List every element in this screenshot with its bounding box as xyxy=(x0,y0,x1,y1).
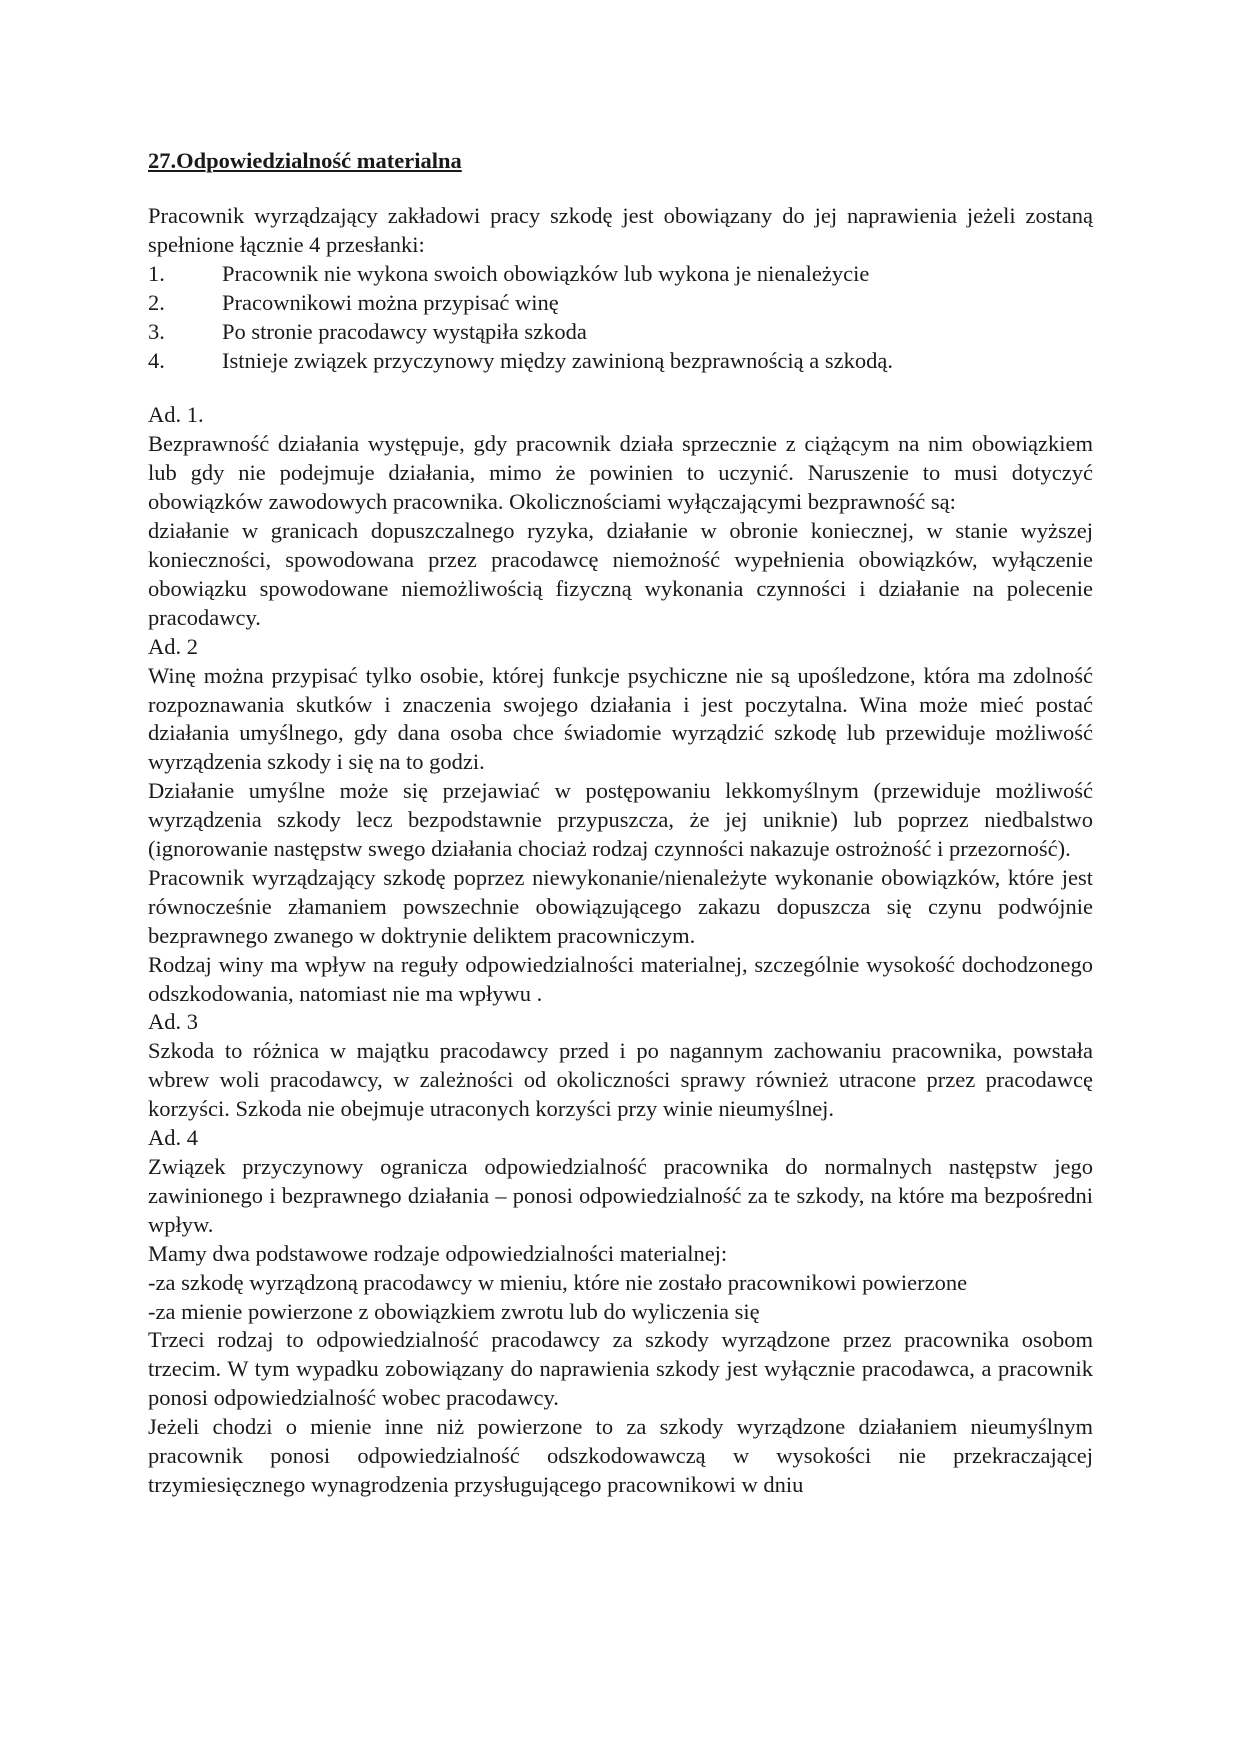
ad1-paragraph-2: działanie w granicach dopuszczalnego ryzyka, działanie w obronie koniecznej, w stanie wyższej konieczności, spowodowana przez pracodawcę niemożność wypełnienia obowiązków, wyłączenie obowiązku spowodowane niemożliwością fizyczną wykonania czynności i działanie na polecenie pracodawcy. xyxy=(148,518,1093,630)
document-title: 27.Odpowiedzialność materialna xyxy=(148,148,462,173)
intro-paragraph: Pracownik wyrządzający zakładowi pracy szkodę jest obowiązany do jej naprawienia jeżeli zostaną spełnione łącznie 4 przesłanki: xyxy=(148,203,1093,257)
list-item xyxy=(148,347,1093,376)
ad1-paragraph-1: Bezprawność działania występuje, gdy pracownik działa sprzecznie z ciążącym na nim obowiązkiem lub gdy nie podejmuje działania, mimo że powinien to uczynić. Naruszenie to musi dotyczyć obowiązków zawodowych pracownika. Okolicznościami wyłączającymi bezprawność są: xyxy=(148,431,1093,515)
ad4-paragraph-1: Związek przyczynowy ogranicza odpowiedzialność pracownika do normalnych następstw jego zawinionego i bezprawnego działania – ponosi odpowiedzialność za te szkody, na które ma bezpośredni wpływ. xyxy=(148,1154,1093,1237)
document-page xyxy=(148,146,1093,1500)
ad4-paragraph-2: Mamy dwa podstawowe rodzaje odpowiedzialności materialnej: xyxy=(148,1240,728,1266)
ad4-type-line-1: -za szkodę wyrządzoną pracodawcy w mieniu, które nie zostało pracownikowi powierzone xyxy=(148,1269,968,1295)
ad4-paragraph-3: Trzeci rodzaj to odpowiedzialność pracodawcy za szkody wyrządzone przez pracownika osobom trzecim. W tym wypadku zobowiązany do naprawienia szkody jest wyłącznie pracodawca, a pracownik ponosi odpowiedzialność wobec pracodawcy. xyxy=(148,1327,1093,1411)
list-item xyxy=(148,318,1093,347)
ad2-paragraph-2: Działanie umyślne może się przejawiać w postępowaniu lekkomyślnym (przewiduje możliwość wyrządzenia szkody lecz bezpodstawnie przypuszcza, że jej uniknie) lub poprzez niedbalstwo (ignorowanie następstw swego działania chociaż rodzaj czynności nakazuje ostrożność i przezorność). xyxy=(148,778,1093,862)
list-item-text: Po stronie pracodawcy wystąpiła szkoda xyxy=(222,318,587,344)
section-heading-ad2: Ad. 2 xyxy=(148,633,198,659)
list-item-number: 4. xyxy=(148,347,165,373)
list-item xyxy=(148,260,1093,289)
ad3-paragraph-1: Szkoda to różnica w majątku pracodawcy przed i po nagannym zachowaniu pracownika, powstała wbrew woli pracodawcy, w zależności od okoliczności sprawy również utracone przez pracodawcę korzyści. Szkoda nie obejmuje utraconych korzyści przy winie nieumyślnej. xyxy=(148,1038,1093,1122)
section-gap xyxy=(148,375,1093,401)
list-item-number: 1. xyxy=(148,260,165,286)
list-item-text: Pracownik nie wykona swoich obowiązków lub wykona je nienależycie xyxy=(222,260,870,286)
list-item-text: Pracownikowi można przypisać winę xyxy=(222,289,559,315)
list-item xyxy=(148,289,1093,318)
section-heading-ad4: Ad. 4 xyxy=(148,1125,198,1151)
conditions-list xyxy=(148,260,1093,376)
ad4-paragraph-4: Jeżeli chodzi o mienie inne niż powierzone to za szkody wyrządzone działaniem nieumyślnym pracownik ponosi odpowiedzialność odszkodowawczą w wysokości nie przekraczającej trzymiesięcznego wynagrodzenia przysługującego pracownikowi w dniu xyxy=(148,1414,1093,1497)
ad2-paragraph-3: Pracownik wyrządzający szkodę poprzez niewykonanie/nienależyte wykonanie obowiązków, które jest równocześnie złamaniem powszechnie obowiązującego zakazu dopuszcza się czynu podwójnie bezprawnego zwanego w doktrynie deliktem pracowniczym. xyxy=(148,864,1093,948)
list-item-number: 2. xyxy=(148,289,165,315)
ad2-paragraph-4: Rodzaj winy ma wpływ na reguły odpowiedzialności materialnej, szczególnie wysokość dochodzonego odszkodowania, natomiast nie ma wpływu . xyxy=(148,951,1093,1006)
ad2-paragraph-1: Winę można przypisać tylko osobie, której funkcje psychiczne nie są upośledzone, która ma zdolność rozpoznawania skutków i znaczenia swojego działania i jest poczytalna. Wina może mieć postać działania umyślnego, gdy dana osoba chce świadomie wyrządzić szkodę lub przewiduje możliwość wyrządzenia szkody i się na to godzi. xyxy=(148,662,1093,775)
section-heading-ad1: Ad. 1. xyxy=(148,402,204,428)
list-item-text: Istnieje związek przyczynowy między zawinioną bezprawnością a szkodą. xyxy=(222,347,893,373)
ad4-type-line-2: -za mienie powierzone z obowiązkiem zwrotu lub do wyliczenia się xyxy=(148,1298,760,1324)
list-item-number: 3. xyxy=(148,318,165,344)
section-heading-ad3: Ad. 3 xyxy=(148,1009,198,1035)
